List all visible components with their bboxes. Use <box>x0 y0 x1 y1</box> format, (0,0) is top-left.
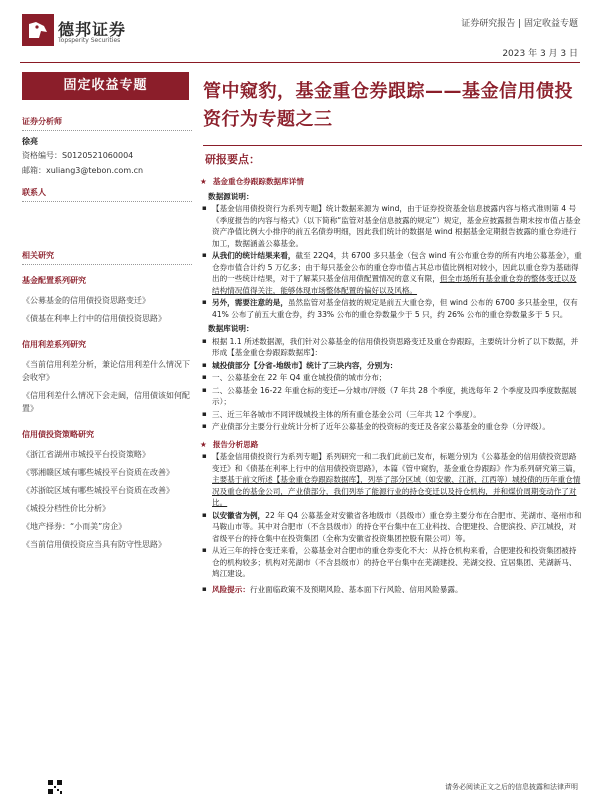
related-report-link[interactable]: 《信用利差什么情况下会走阔，信用债该如何配置》 <box>22 391 190 413</box>
report-body <box>200 172 582 596</box>
header-divider <box>20 62 580 63</box>
bullet-paragraph: ▪ 二、公募基金 16-22 年重仓标的变迁—分城市/评级（7 年共 28 个季度，挑选每年 2 个季度及四季度数据展示）； <box>200 385 582 408</box>
analyst-heading: 证券分析师 <box>22 116 192 131</box>
analyst-email[interactable]: 邮箱：xuliang3@tebon.com.cn <box>22 166 144 175</box>
logo-subtext: Topsperity Securities <box>58 37 121 44</box>
company-logo-icon <box>22 14 54 46</box>
contact-heading: 联系人 <box>22 187 192 202</box>
bullet-paragraph: ▪ 根据 1.1 所述数据源，我们针对公募基金的信用债投资思路变迁及重仓券跟踪，主要统计分析了以下数据，并形成【基金重仓券跟踪数据库】： <box>200 336 582 359</box>
bullet-paragraph: ▪ 从我们的统计结果来看，截至 22Q4，共 6700 多只基金（包含 wind 有公布重仓券的所有内地公募基金），重仓券市值合计约 5 万亿多；由于每只基金公布的重仓券市值占其总市值比例相对较小，因此以重仓券为基础得出的一些统计结果，对于了解某只基金信用债配置情况的意义有限，但全市场所有基金重仓券的整体变迁以及结构情况值得关注，能够体现市场整体配置的偏好以及风格。 <box>200 250 582 296</box>
section-heading: ★ 基金重仓券跟踪数据库详情 <box>200 177 304 186</box>
related-report-link[interactable]: 《债基在利率上行中的信用债投资思路》 <box>22 314 166 323</box>
related-group-heading: 信用债投资策略研究 <box>22 430 94 439</box>
abstract-label: 研报要点： <box>205 153 260 166</box>
sidebar <box>22 108 192 551</box>
related-heading: 相关研究 <box>22 250 192 265</box>
related-report-link[interactable]: 《当前信用债投资应当具有防守性思路》 <box>22 540 166 549</box>
related-report-link[interactable]: 《公募基金的信用债投资思路变迁》 <box>22 296 150 305</box>
report-date: 2023 年 3 月 3 日 <box>502 49 578 59</box>
bullet-paragraph: ▪ 【基金信用债投资行为系列专题】系列研究一和二我们此前已发布，标题分别为《公募基金的信用债投资思路变迁》和《债基在利率上行中的信用债投资思路》，本篇《管中窥豹，基金重仓券跟踪》作为系列研究第三篇，主要基于前文所述【基金重仓券跟踪数据库】，列举了部分区域（如安徽、江浙、江西等）城投债的历年重仓情况及重仓的基金公司，产业债部分，我们列举了能源行业的持仓变迁以及持仓机构，并和煤价周期变动作了对比。 <box>200 451 582 509</box>
related-report-link[interactable]: 《当前信用利差分析，兼论信用利差什么情况下会收窄》 <box>22 360 190 382</box>
bullet-paragraph: ▪ 从近三年的持仓变迁来看，公募基金对合肥市的重仓券变化不大：从持仓机构来看，合肥建投和投资集团被持仓的机构较多；机构对芜湖市（不含县级市）的持仓平台集中在芜湖建投、芜湖交投、宜居集团、芜湖新马、鸠江建设。 <box>200 545 582 580</box>
bullet-paragraph: ▪ 另外，需要注意的是，虽然监管对基金信披的规定是前五大重仓券，但 wind 公布的 6700 多只基金里，仅有 41% 公布了前五大重仓券，约 33% 公布的重仓券数量少于 5 只，约 26% 公布的重仓券数量多于 5 只。 <box>200 297 582 320</box>
sidebar-title: 固定收益专题 <box>22 72 189 100</box>
disclaimer-footer: 请务必阅读正文之后的信息披露和法律声明 <box>445 783 578 791</box>
bullet-paragraph: ▪ 一、公募基金在 22 年 Q4 重仓城投债的城市分布； <box>200 372 582 384</box>
related-report-link[interactable]: 《地产择券：“小而美”房企》 <box>22 522 127 531</box>
related-group-heading: 基金配置系列研究 <box>22 276 86 285</box>
star-icon: ★ <box>200 177 207 186</box>
report-title: 管中窥豹，基金重仓券跟踪——基金信用债投资行为专题之三 <box>203 81 573 130</box>
title-divider <box>203 145 582 146</box>
report-type: 证券研究报告 | 固定收益专题 <box>461 19 578 29</box>
related-report-link[interactable]: 《苏浙皖区域有哪些城投平台资质在改善》 <box>22 486 174 495</box>
analyst-cert: 资格编号：S0120521060004 <box>22 151 134 160</box>
analyst-name: 徐亮 <box>22 137 38 146</box>
bullet-paragraph: ▪ 产业债部分主要分行业统计分析了近年公募基金的投资标的变迁及各家公募基金的重仓券（分评级）。 <box>200 421 582 433</box>
logo-text: 德邦证券 <box>58 20 127 39</box>
related-group-heading: 信用利差系列研究 <box>22 340 86 349</box>
related-report-link[interactable]: 《城投分档性价比分析》 <box>22 504 110 513</box>
star-icon: ★ <box>200 439 207 449</box>
bullet-paragraph: ▪ 城投债部分【分省-地级市】统计了三块内容，分别为： <box>200 360 582 372</box>
bullet-paragraph: ▪ 以安徽省为例，22 年 Q4 公募基金对安徽省各地级市（县级市）重仓券主要分布在合肥市、芜湖市、亳州市和马鞍山市等。其中对合肥市（不含县级市）的持仓平台集中在工业科技、合肥建投、合肥滨投、庐江城投，对省级平台的持仓集中在投资集团（全称为安徽省投资集团控股有限公司）等。 <box>200 510 582 545</box>
bullet-paragraph: ▪ 【基金信用债投资行为系列专题】统计数据来源为 wind，由于证券投资基金信息披露内容与格式准则第 4 号《季度报告的内容与格式》（以下简称“监管对基金信息披露的规定”）规定，基金应披露报告期末按市值占基金资产净值比例大小排序的前五名债券明细，因此我们统计的数据是 wind 根据基金定期报告披露的重仓券进行加工，数据涵盖公募基金。 <box>200 203 582 249</box>
qr-code-icon <box>48 780 62 794</box>
bullet-paragraph: ▪ 三、近三年各城市不同评级城投主体的所有重仓基金公司（三年共 12 个季度）。 <box>200 409 582 421</box>
risk-warning: ▪ 风险提示：行业面临政策不及预期风险、基本面下行风险、信用风险暴露。 <box>200 584 582 596</box>
section-heading: ★ 报告分析思路 <box>200 439 259 449</box>
subsection-heading: 数据源说明： <box>208 191 254 201</box>
related-report-link[interactable]: 《鄂湘赣区域有哪些城投平台资质在改善》 <box>22 468 174 477</box>
subsection-heading: 数据库说明： <box>208 324 254 333</box>
related-report-link[interactable]: 《浙江省湖州市城投平台投资策略》 <box>22 450 150 459</box>
